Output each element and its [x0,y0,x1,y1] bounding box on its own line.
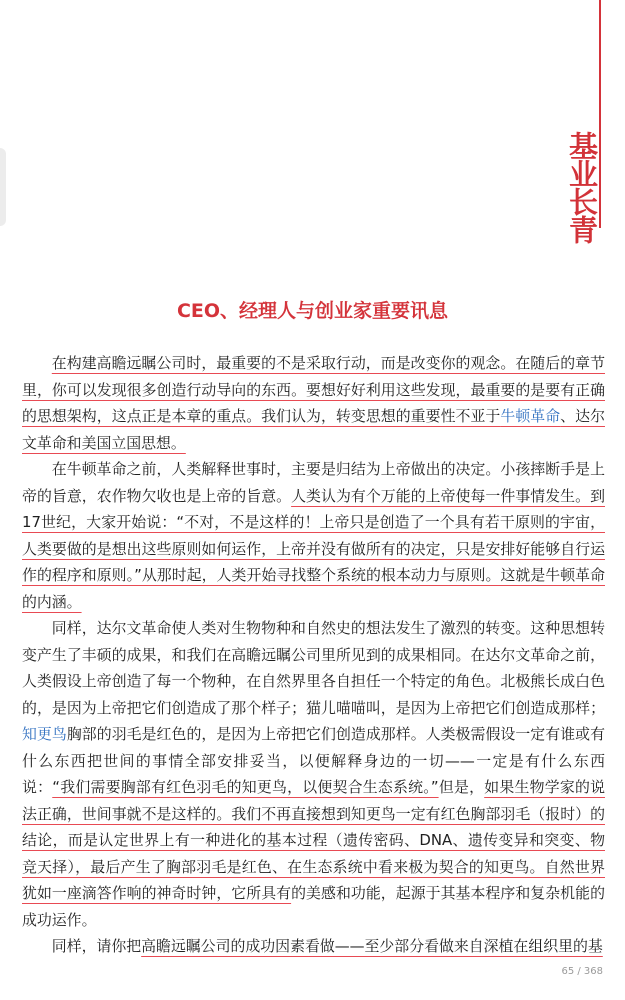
highlighted-text: 如果生物学家的说法正确，世间事就不是这样的。我们不再直接想到知更鸟一定有红色胸部羽毛（报时）的结论，而是认定世界上有一种进化的基本过程（遗传密码、DNA、遗传变异和突变、物竞天择），最后产生了胸部羽毛是红色、在生态系统中看来极为契合的知更鸟。自然世界犹如一座滴答作响的神奇时钟，它所具有 [22,778,605,902]
text-run: 但是， [438,778,485,796]
paragraph [22,350,605,456]
highlighted-text: 、达尔文革命和美国立国思想。 [22,407,605,452]
paragraph [22,615,605,933]
text-run: 同样，达尔文革命使人类对生物物种和自然史的想法发生了激烈的转变。这种思想转变产生了丰硕的成果，和我们在高瞻远瞩公司里所见到的成果相同。在达尔文革命之前，人类假设上帝创造了每一个物种，在自然界里各自担任一个特定的角色。北极熊长成白色的，是因为上帝把它们创造成了那个样子；猫儿喵喵叫，是因为上帝把它们创造成那样； [22,619,605,717]
term-link[interactable]: 牛顿革命 [500,407,561,425]
highlighted-text: 人类认为有个万能的上帝使每一件事情发生。到17世纪，大家开始说：“不对，不是这样的！上帝只是创造了一个具有若干原则的宇宙，人类要做的是想出这些原则如何运作，上帝并没有做所有的决定，只是安排好能够自行运作的程序和原则。”从那时起，人类开始寻找整个系统的根本动力与原则。这就是牛顿革命的内涵。 [22,486,605,611]
section-title: CEO、经理人与创业家重要讯息 [176,300,449,322]
body-text [22,350,605,960]
side-panel-handle[interactable] [0,148,6,226]
brand-divider-line [599,0,601,228]
highlighted-text: 在构建高瞻远瞩公司时，最重要的不是采取行动，而是改变你的观念。在随后的章节里，你可以发现很多创造行动导向的东西。要想好好利用这些发现，最重要的是要有正确的思想架构，这点正是本章的重点。我们认为，转变思想的重要性不亚于 [22,354,605,425]
paragraph [22,933,605,960]
page-number: 65 / 368 [561,966,603,977]
paragraph [22,456,605,615]
highlighted-text: 高瞻远瞩公司的成功因素看做——至少部分看做来自深植在组织里的基 [141,937,603,955]
text-run: 的美感和功能，起源于其基本程序和复杂机能的成功运作。 [22,884,605,929]
text-run: 胸部的羽毛是红色的，是因为上帝把它们创造成那样。人类极需假设一定有谁或有什么东西把世间的事情全部安排妥当，以便解释身边的一切——一定是有什么东西说： [22,725,605,796]
highlighted-text: “我们需要胸部有红色羽毛的知更鸟，以便契合生态系统。” [52,778,439,796]
text-run: 同样，请你把 [51,937,142,955]
text-run: 在牛顿革命之前，人类解释世事时，主要是归结为上帝做出的决定。小孩摔断手是上帝的旨意，农作物欠收也是上帝的旨意。 [22,460,605,505]
book-brand-logo: 基业长青 [565,131,599,243]
term-link[interactable]: 知更鸟 [22,725,67,743]
